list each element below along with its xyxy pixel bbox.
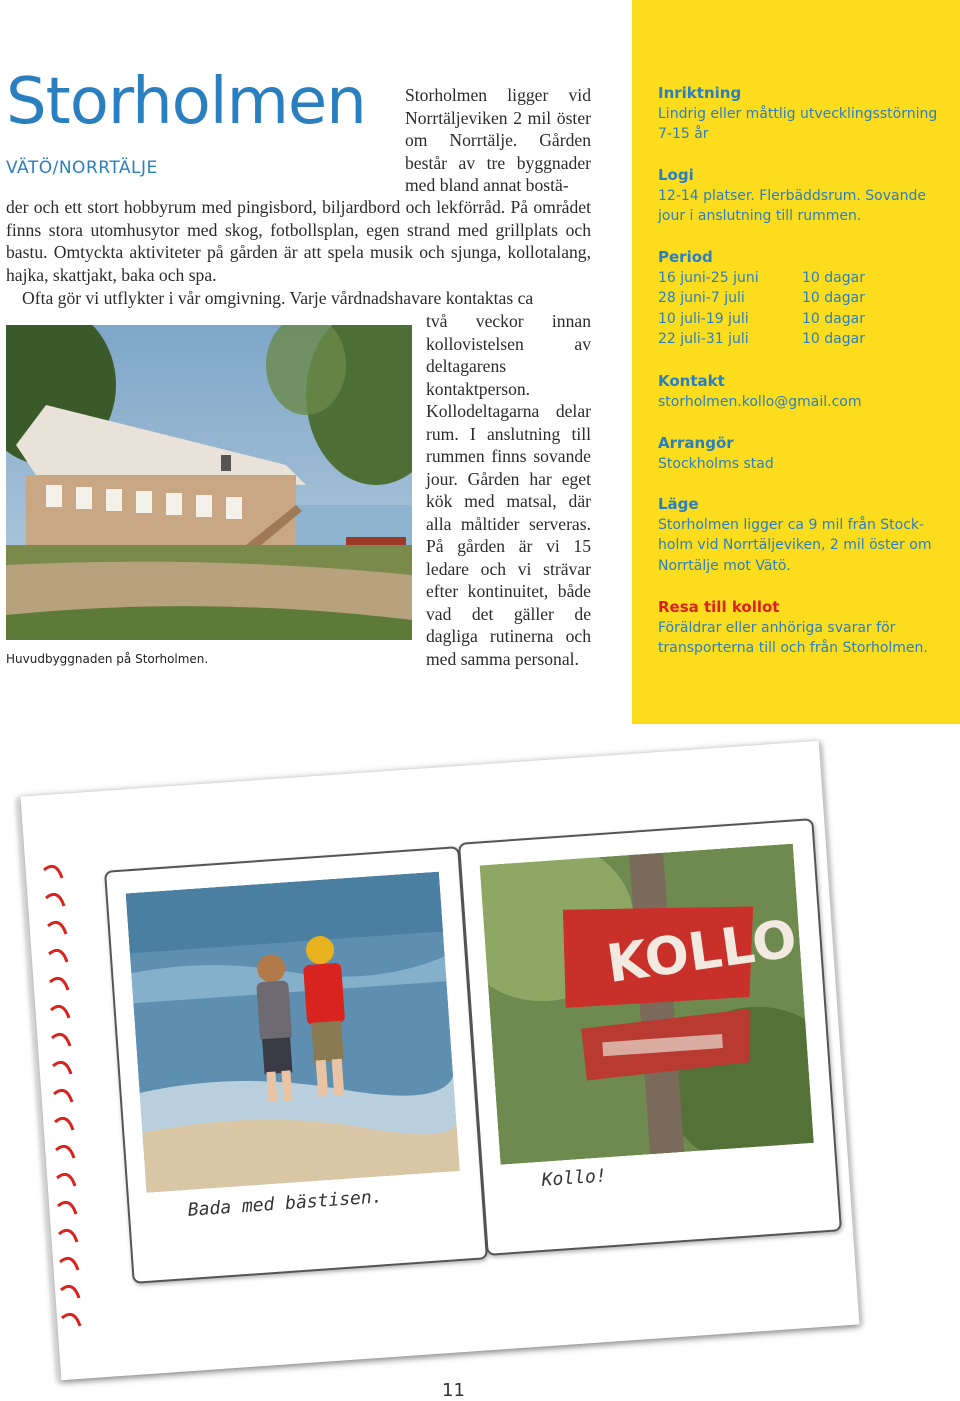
period-row bbox=[658, 268, 958, 289]
heading-inriktning: Inriktning bbox=[658, 84, 742, 102]
period-length: 10 dagar bbox=[802, 310, 865, 327]
contact-email-link[interactable]: storholmen.kollo@gmail.com bbox=[658, 393, 862, 410]
section-lage bbox=[658, 494, 958, 576]
period-length: 10 dagar bbox=[802, 331, 865, 347]
info-sidebar bbox=[632, 0, 960, 724]
resa-line: Föräldrar eller anhöriga svarar för bbox=[658, 619, 896, 636]
heading-lage: Läge bbox=[658, 495, 699, 513]
heading-kontakt: Kontakt bbox=[658, 372, 725, 390]
logi-line: 12-14 platser. Flerbäddsrum. Sovande bbox=[658, 187, 926, 204]
period-dates: 28 juni-7 juli bbox=[658, 290, 745, 306]
period-dates: 10 juli-19 juli bbox=[658, 310, 749, 327]
section-inriktning bbox=[658, 83, 958, 145]
polaroid-beach bbox=[104, 846, 488, 1284]
page-title: Storholmen bbox=[6, 65, 366, 139]
inriktning-line: Lindrig eller måttlig utvecklingsstörning bbox=[658, 105, 938, 122]
article-intro: Storholmen ligger vid Norrtäljeviken 2 mil öster om Norrtälje. Gården består av tre byggnader med bland annat bostä- bbox=[405, 85, 591, 195]
article-paragraph-3: två veckor innan kollovistelsen av deltagarens kontaktperson. Kollodeltagarna delar rum. I anslutning till rummen finns sovande jour. Gården har eget kök med matsal, där alla måltider serveras. På gården är vi 15 ledare och vi strävar efter kontinuitet, både vad det gäller de dagliga rutinerna och med samma personal. bbox=[426, 311, 591, 669]
spiral-binding-icon bbox=[34, 850, 94, 1350]
heading-period: Period bbox=[658, 248, 713, 266]
house-photo bbox=[6, 325, 412, 640]
section-logi bbox=[658, 165, 958, 227]
period-row bbox=[658, 309, 958, 330]
period-row bbox=[658, 329, 958, 350]
period-row bbox=[658, 288, 958, 309]
heading-logi: Logi bbox=[658, 166, 694, 184]
period-dates: 22 juli-31 juli bbox=[658, 331, 749, 347]
sign-caption: Kollo! bbox=[541, 1165, 608, 1191]
beach-photo bbox=[126, 872, 460, 1193]
section-resa bbox=[658, 597, 958, 659]
sign-photo bbox=[480, 844, 814, 1165]
house-illustration bbox=[6, 325, 412, 640]
lage-line: Norrtälje mot Vätö. bbox=[658, 557, 791, 574]
period-dates: 16 juni-25 juni bbox=[658, 269, 759, 286]
page-subtitle: VÄTÖ/NORRTÄLJE bbox=[6, 158, 158, 178]
beach-illustration bbox=[126, 872, 460, 1193]
arrangor-line: Stockholms stad bbox=[658, 455, 774, 472]
section-period bbox=[658, 247, 958, 350]
beach-caption: Bada med bästisen. bbox=[187, 1186, 384, 1221]
section-arrangor bbox=[658, 433, 958, 474]
article-paragraph-1: der och ett stort hobbyrum med pingisbord, biljardbord och lekförråd. På området finns stora utomhusytor med skog, fotbollsplan, egen strand med grillplats och bastu. Omtyckta aktiviteter på gården är att spela musik och sjunga, kollotalang, hajka, skattjakt, baka och spa. bbox=[6, 197, 591, 285]
heading-resa: Resa till kollot bbox=[658, 598, 780, 616]
section-kontakt bbox=[658, 371, 958, 412]
photo-caption: Huvudbyggnaden på Storholmen. bbox=[6, 652, 209, 666]
heading-arrangor: Arrangör bbox=[658, 434, 734, 452]
resa-line: transporterna till och från Storholmen. bbox=[658, 640, 928, 656]
sign-text: KOLLO bbox=[603, 909, 801, 995]
inriktning-line: 7-15 år bbox=[658, 126, 709, 142]
period-length: 10 dagar bbox=[802, 290, 865, 306]
article-paragraph-2: Ofta gör vi utflykter i vår omgivning. Varje vårdnadshavare kontaktas ca bbox=[22, 288, 534, 308]
polaroid-sign bbox=[458, 818, 842, 1256]
period-length: 10 dagar bbox=[802, 269, 865, 286]
logi-line: jour i anslutning till rummen. bbox=[658, 208, 862, 224]
page-number: 11 bbox=[442, 1380, 465, 1401]
sign-illustration bbox=[480, 844, 814, 1165]
lage-line: holm vid Norrtäljeviken, 2 mil öster om bbox=[658, 537, 932, 553]
lage-line: Storholmen ligger ca 9 mil från Stock- bbox=[658, 516, 925, 533]
